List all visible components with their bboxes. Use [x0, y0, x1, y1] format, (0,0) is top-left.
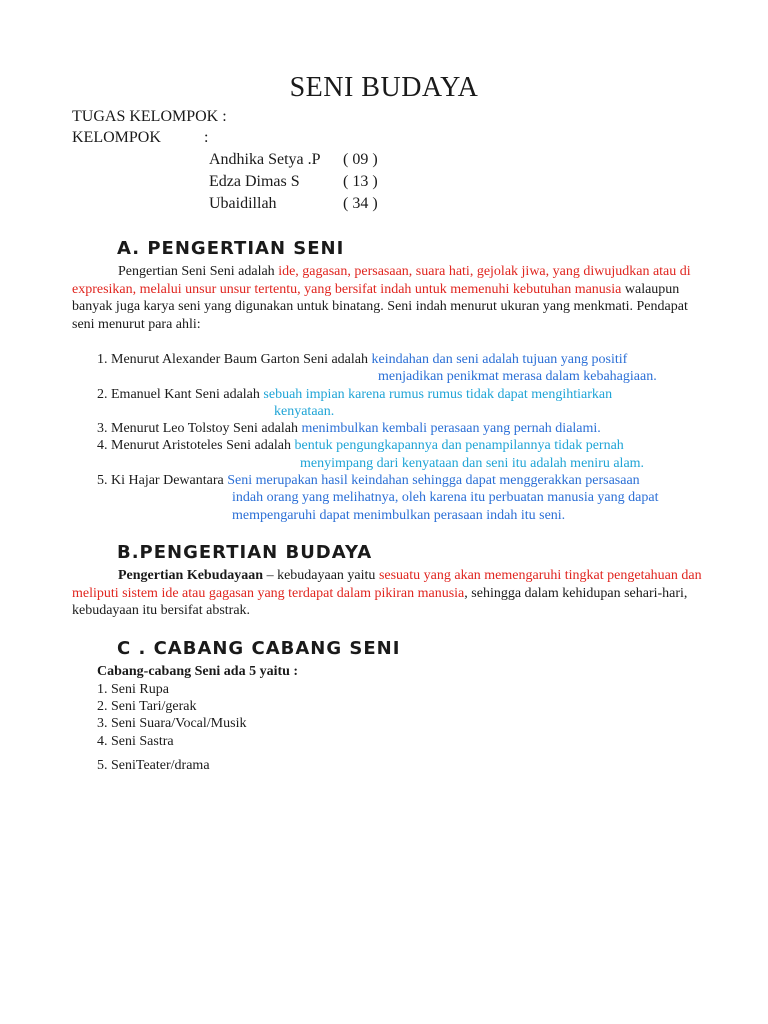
definition-rest: , sehingga dalam kehidupan sehari-hari, kebudayaan itu bersifat abstrak.: [72, 585, 688, 618]
section-c-heading: C . CABANG CABANG SENI: [117, 638, 401, 659]
expert-item: [97, 420, 601, 437]
list-item: 4. Seni Sastra: [97, 734, 174, 749]
expert-item: [97, 351, 627, 368]
expert-definition-cont: mempengaruhi dapat menimbulkan perasaan indah itu seni.: [232, 508, 566, 523]
intro-rest: walaupun banyak juga karya seni yang digunakan untuk binatang. Seni indah menurut ukuran yang menkmati. Pendapat seni menurut para ahli:: [72, 281, 688, 332]
expert-item: [97, 386, 612, 403]
list-item: 2. Seni Tari/gerak: [97, 699, 197, 714]
member-name: Edza Dimas S: [209, 173, 300, 190]
expert-lead: Menurut Alexander Baum Garton Seni adalah: [107, 352, 372, 367]
expert-lead: Menurut Aristoteles Seni adalah: [111, 438, 295, 453]
definition-highlight: sesuatu yang akan memengaruhi tingkat pengetahuan dan meliputi sistem ide atau gagasan yang terdapat dalam pikiran manusia: [72, 568, 702, 601]
list-item: 3. Seni Suara/Vocal/Musik: [97, 716, 247, 731]
list-item: 1. Seni Rupa: [97, 682, 169, 697]
task-label: TUGAS KELOMPOK :: [72, 108, 227, 125]
expert-item: [97, 437, 624, 454]
list-number: 2.: [97, 387, 108, 402]
list-item: 5. SeniTeater/drama: [97, 758, 210, 773]
member-number: ( 13 ): [343, 173, 378, 190]
list-number: 5.: [97, 473, 108, 488]
section-b-heading: B.PENGERTIAN BUDAYA: [117, 542, 373, 563]
expert-definition: keindahan dan seni adalah tujuan yang positif: [371, 352, 628, 367]
page-title: SENI BUDAYA: [289, 72, 479, 103]
section-a-heading: A. PENGERTIAN SENI: [117, 238, 345, 259]
expert-definition: menimbulkan kembali perasaan yang pernah dialami.: [301, 421, 601, 436]
section-b-paragraph: [72, 567, 702, 620]
expert-definition-cont: menjadikan penikmat merasa dalam kebahagiaan.: [378, 369, 657, 384]
intro-text: Pengertian Seni Seni adalah: [118, 264, 279, 279]
expert-definition: sebuah impian karena rumus rumus tidak dapat mengihtiarkan: [263, 387, 613, 402]
expert-definition-cont: indah orang yang melihatnya, oleh karena itu perbuatan manusia yang dapat: [232, 490, 659, 505]
term-dash: – kebudayaan yaitu: [263, 568, 379, 583]
expert-definition-cont: menyimpang dari kenyataan dan seni itu adalah meniru alam.: [300, 456, 645, 471]
expert-definition-cont: kenyataan.: [274, 404, 335, 419]
expert-lead: Menurut Leo Tolstoy Seni adalah: [107, 421, 302, 436]
expert-lead: Emanuel Kant Seni adalah: [111, 387, 264, 402]
group-label: KELOMPOK: [72, 129, 161, 146]
list-number: 1.: [97, 352, 108, 367]
intro-highlight: ide, gagasan, persasaan, suara hati, gejolak jiwa, yang diwujudkan atau di expresikan, melalui unsur unsur tertentu, yang bersifat indah untuk memenuhi kebutuhan manusia: [72, 264, 691, 297]
member-name: Ubaidillah: [209, 195, 277, 212]
member-number: ( 09 ): [343, 151, 378, 168]
section-c-intro: Cabang-cabang Seni ada 5 yaitu :: [97, 664, 299, 679]
section-a-intro: [72, 263, 702, 333]
list-number: 4.: [97, 438, 108, 453]
term-bold: Pengertian Kebudayaan: [118, 568, 264, 583]
member-number: ( 34 ): [343, 195, 378, 212]
expert-item: [97, 472, 640, 489]
expert-lead: Ki Hajar Dewantara: [111, 473, 228, 488]
group-colon: :: [204, 129, 209, 146]
list-number: 3.: [97, 421, 108, 436]
expert-definition: Seni merupakan hasil keindahan sehingga dapat menggerakkan persasaan: [227, 473, 640, 488]
member-name: Andhika Setya .P: [209, 151, 321, 168]
expert-definition: bentuk pengungkapannya dan penampilannya tidak pernah: [294, 438, 624, 453]
